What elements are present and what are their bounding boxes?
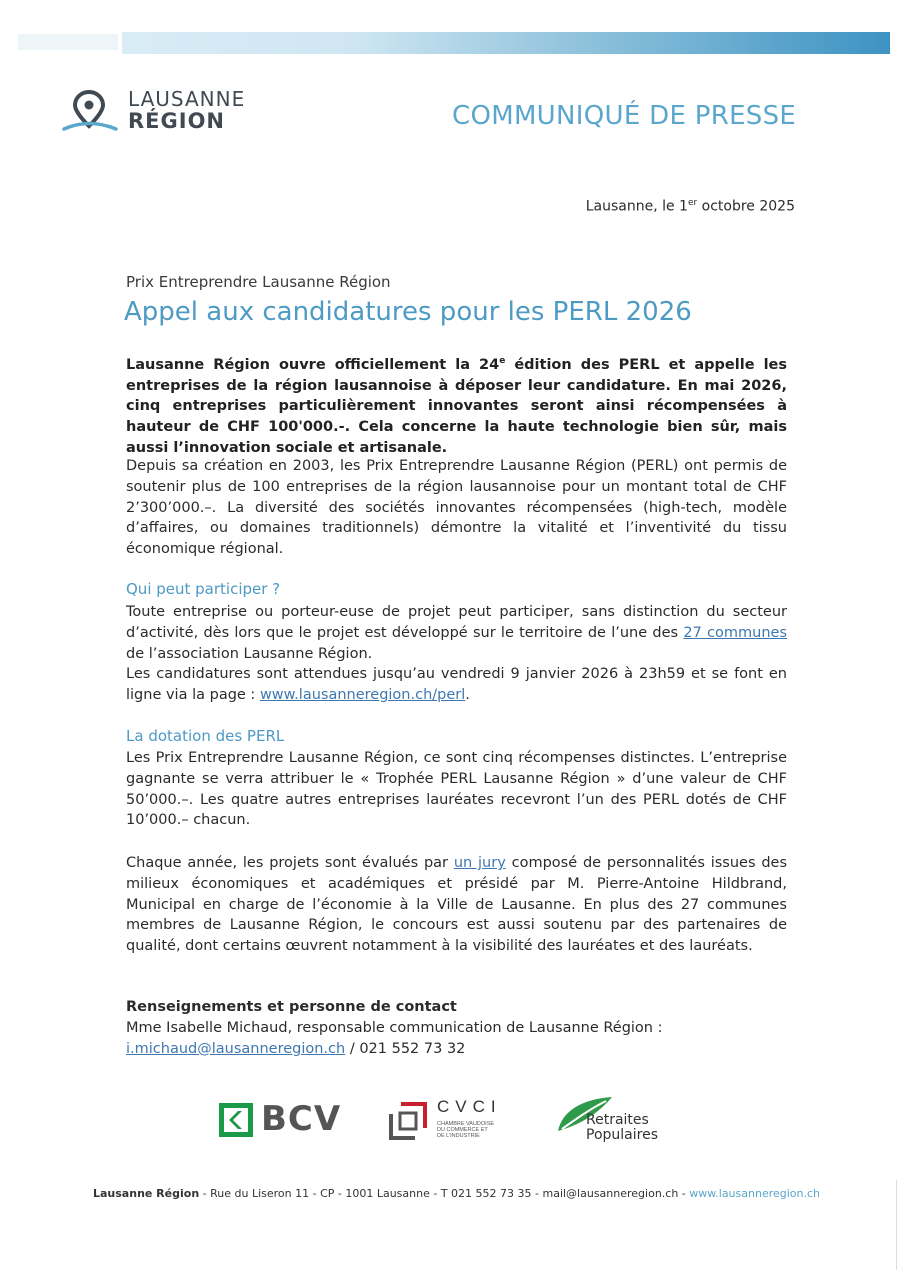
section-participation: Toute entreprise ou porteur-euse de projet peut participer, sans distinction du secteur d’activité, dès lors que le projet est développé sur le territoire de l’une des 27 communes de l’association Lausanne Région. Les candidatures sont attendues jusqu’au vendredi 9 janvier 2026 à 23h59 et se font en ligne via la page : www.lausanneregion.ch/perl.: [126, 604, 787, 704]
section-title-participation: Qui peut participer ?: [126, 580, 281, 598]
article-kicker: Prix Entreprendre Lausanne Région: [126, 273, 391, 291]
lead-paragraph: Lausanne Région ouvre officiellement la 24e édition des PERL et appelle les entreprises de la région lausannoise à déposer leur candidature. En mai 2026, cinq entreprises particulièrement innovantes seront ainsi récompensées à hauteur de CHF 100'000.-. Cela concerne la haute technologie bien sûr, mais aussi l’innovation sociale et artisanale.: [126, 356, 788, 457]
footer-website-link[interactable]: www.lausanneregion.ch: [689, 1187, 821, 1200]
header-color-bar: [122, 32, 890, 54]
footer-address: Lausanne Région - Rue du Liseron 11 - CP - 1001 Lausanne - T 021 552 73 35 - mail@lausanneregion.ch - www.lausanneregion.ch: [93, 1187, 821, 1200]
header-faint-bar: [18, 34, 118, 50]
communes-link[interactable]: 27 communes: [683, 624, 787, 641]
contact-phone: / 021 552 73 32: [345, 1040, 466, 1057]
jury-link[interactable]: un jury: [453, 855, 506, 871]
paragraph-history: Depuis sa création en 2003, les Prix Entreprendre Lausanne Région (PERL) ont permis de soutenir plus de 100 entreprises de la région lausannoise pour un montant total de CHF 2’300’000.–. La diversité des sociétés innovantes récompensées (high-tech, modèle d’affaires, ou domaines traditionnels) démontre la vitalité et l’inventivité du tissu économique régional.: [126, 458, 787, 558]
map-pin-icon: [62, 88, 122, 140]
section-title-dotation: La dotation des PERL: [126, 727, 285, 745]
article-headline: Appel aux candidatures pour les PERL 2026: [124, 297, 692, 327]
cvci-mark-icon: [387, 1100, 429, 1142]
retraites-populaires-logo: Retraites Populaires: [556, 1095, 676, 1145]
page-edge: [896, 1180, 897, 1270]
logo-line2: RÉGION: [128, 109, 225, 133]
press-release-title: COMMUNIQUÉ DE PRESSE: [452, 101, 797, 131]
lausanne-region-logo: [62, 88, 282, 140]
perl-page-link[interactable]: www.lausanneregion.ch/perl: [259, 687, 466, 704]
contact-title: Renseignements et personne de contact: [126, 999, 457, 1015]
contact-block: [126, 997, 787, 1059]
paragraph-jury: Chaque année, les projets sont évalués par un jury composé de personnalités issues des milieux économiques et académiques et présidé par M. Pierre-Antoine Hildbrand, Municipal en charge de l’économie à la Ville de Lausanne. En plus des 27 communes membres de Lausanne Région, le concours est aussi soutenu par des partenaires de qualité, dont certains œuvrent notamment à la visibilité des lauréates et des lauréats.: [126, 855, 788, 955]
section-dotation: Les Prix Entreprendre Lausanne Région, ce sont cinq récompenses distinctes. L’entreprise gagnante se verra attribuer le « Trophée PERL Lausanne Région » d’une valeur de CHF 50’000.–. Les quatre autres entreprises lauréates recevront l’un des PERL dotés de CHF 10’000.– chacun.: [126, 750, 787, 829]
cvci-logo: CVCI CHAMBRE VAUDOISE DU COMMERCE ET DE L’INDUSTRIE: [387, 1095, 517, 1145]
bcv-logo: BCV: [218, 1095, 338, 1145]
dateline: Lausanne, le 1er octobre 2025: [585, 198, 795, 215]
contact-person: Mme Isabelle Michaud, responsable communication de Lausanne Région :: [126, 1019, 663, 1036]
logo-line1: LAUSANNE: [128, 87, 246, 111]
bcv-mark-icon: [218, 1102, 254, 1138]
contact-email-link[interactable]: i.michaud@lausanneregion.ch: [126, 1040, 346, 1057]
